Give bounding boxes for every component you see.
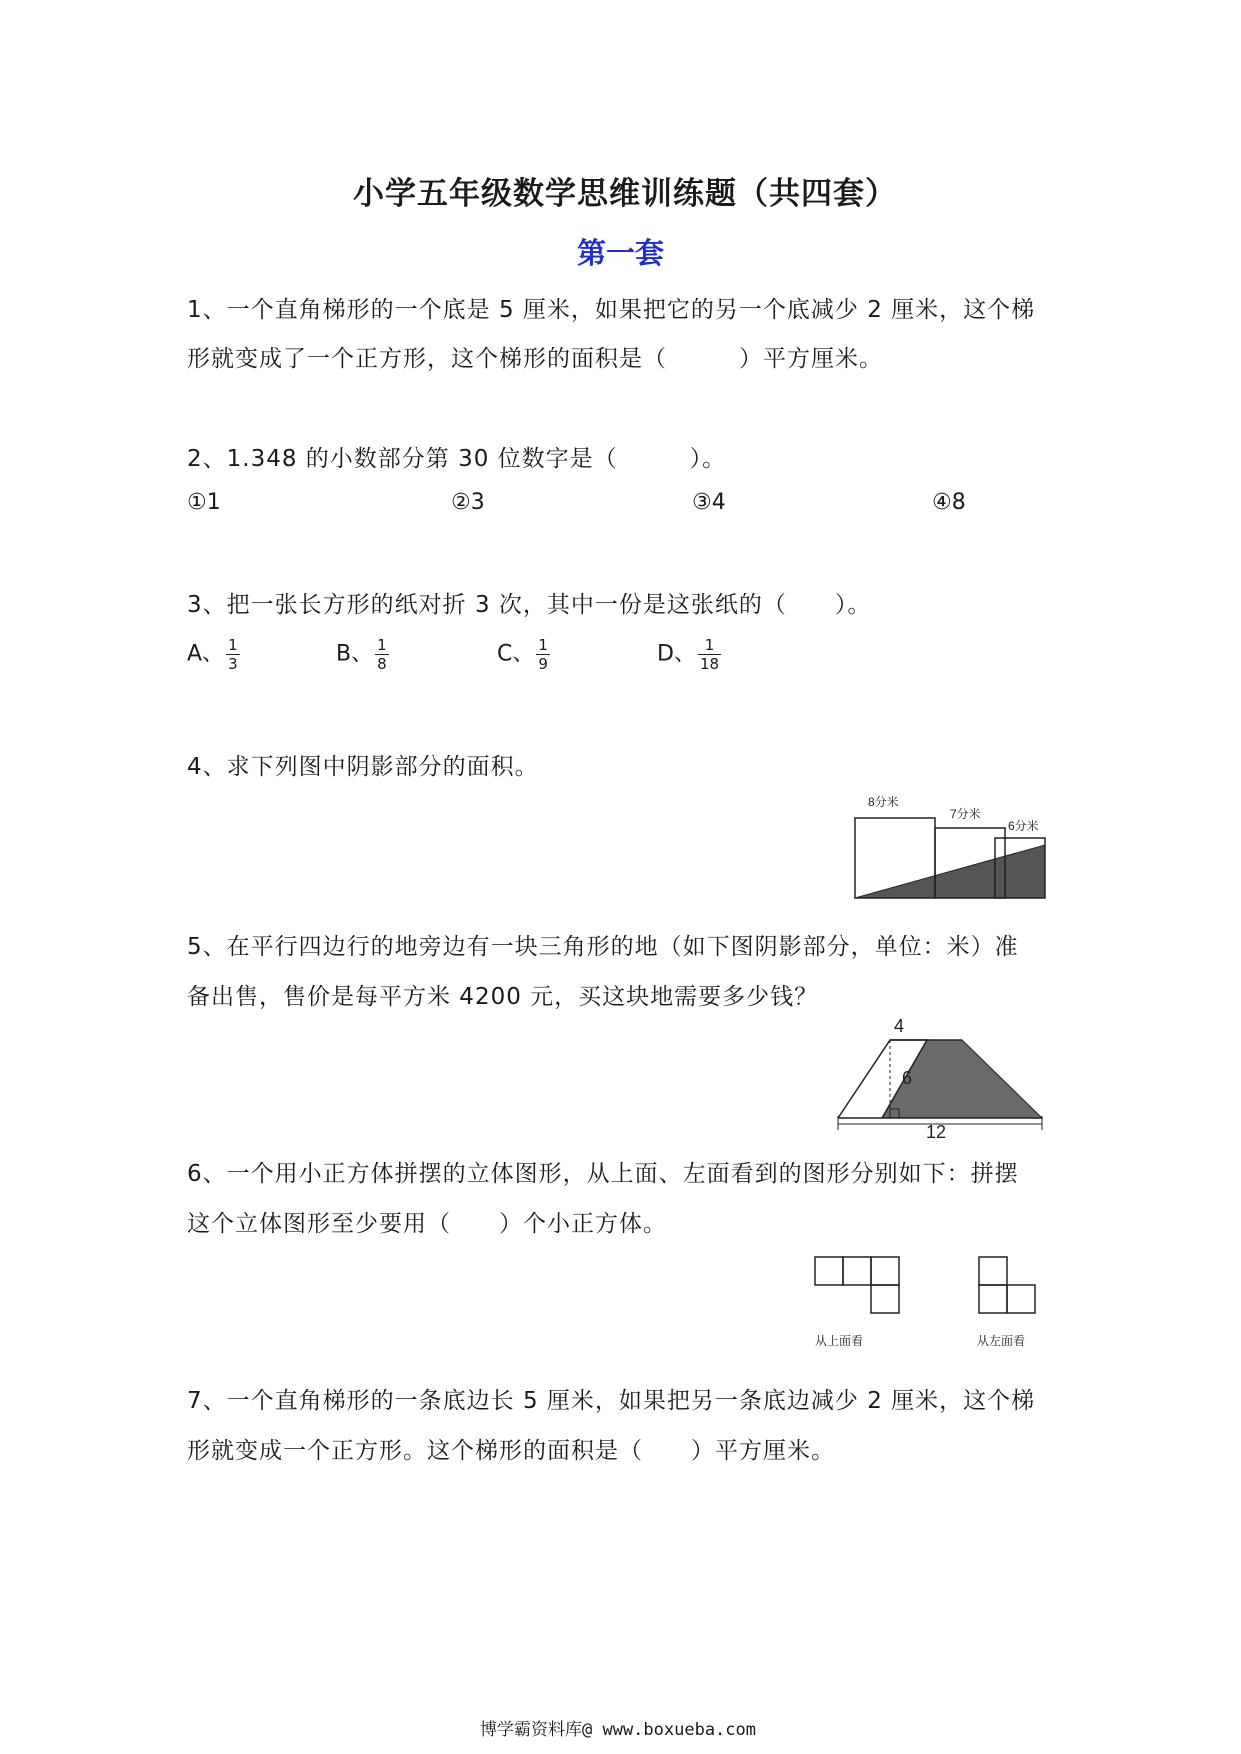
option-a-numerator: 1 (228, 636, 238, 654)
top-view-cell (843, 1257, 871, 1285)
label-height-6: 6 (902, 1068, 913, 1088)
option-a-prefix: A、 (187, 641, 225, 667)
top-view-cell (871, 1285, 899, 1313)
question-1-line-2: 形就变成了一个正方形，这个梯形的面积是（ ）平方厘米。 (187, 346, 883, 372)
question-3-option-d (657, 636, 721, 673)
option-c-numerator: 1 (538, 636, 548, 654)
question-2-option-2: ②3 (451, 490, 485, 515)
option-b-numerator: 1 (377, 636, 387, 654)
top-view-cell (815, 1257, 843, 1285)
question-6-left-view-figure (975, 1255, 1065, 1355)
footer-watermark: 博学霸资料库@ www.boxueba.com (480, 1720, 756, 1740)
question-3-option-a (187, 636, 240, 673)
question-2-option-4: ④8 (932, 490, 966, 515)
left-view-cell (1007, 1285, 1035, 1313)
question-4-figure (850, 790, 1050, 905)
label-7dm: 7分米 (950, 807, 981, 821)
label-8dm: 8分米 (868, 795, 899, 809)
option-b-fraction (375, 636, 389, 673)
label-base-12: 12 (926, 1122, 947, 1140)
question-3-line-1: 3、把一张长方形的纸对折 3 次，其中一份是这张纸的（ ）。 (187, 592, 872, 618)
question-2-option-3: ③4 (692, 490, 726, 515)
question-7-line-2: 形就变成一个正方形。这个梯形的面积是（ ）平方厘米。 (187, 1438, 835, 1464)
option-b-prefix: B、 (336, 641, 374, 667)
option-d-denominator: 18 (699, 655, 720, 673)
label-6dm: 6分米 (1008, 819, 1039, 833)
question-6-line-1: 6、一个用小正方体拼摆的立体图形，从上面、左面看到的图形分别如下：拼摆 (187, 1161, 1019, 1187)
question-2-line-1: 2、1.348 的小数部分第 30 位数字是（ ）。 (187, 446, 727, 472)
option-d-fraction (698, 636, 721, 673)
question-5-line-1: 5、在平行四边行的地旁边有一块三角形的地（如下图阴影部分，单位：米）准 (187, 934, 1019, 960)
option-a-fraction (226, 636, 240, 673)
question-6-line-2: 这个立体图形至少要用（ ）个小正方体。 (187, 1211, 667, 1237)
top-view-cell (871, 1257, 899, 1285)
label-top-4: 4 (894, 1016, 905, 1036)
left-view-cell (979, 1257, 1007, 1285)
page-title: 小学五年级数学思维训练题（共四套） (353, 176, 897, 212)
question-7-line-1: 7、一个直角梯形的一条底边长 5 厘米，如果把另一条底边减少 2 厘米，这个梯 (187, 1388, 1036, 1414)
option-b-denominator: 8 (377, 655, 387, 673)
question-1-line-1: 1、一个直角梯形的一个底是 5 厘米，如果把它的另一个底减少 2 厘米，这个梯 (187, 297, 1036, 323)
section-title: 第一套 (577, 236, 665, 270)
option-c-prefix: C、 (497, 641, 535, 667)
question-3-option-c (497, 636, 550, 673)
option-c-fraction (536, 636, 550, 673)
question-3-option-b (336, 636, 389, 673)
left-view-caption: 从左面看 (977, 1334, 1026, 1348)
left-view-cell (979, 1285, 1007, 1313)
question-6-top-view-figure (810, 1255, 920, 1355)
question-5-line-2: 备出售，售价是每平方米 4200 元，买这块地需要多少钱？ (187, 984, 819, 1010)
top-view-caption: 从上面看 (815, 1334, 864, 1348)
option-a-denominator: 3 (228, 655, 238, 673)
option-d-prefix: D、 (657, 641, 696, 667)
option-c-denominator: 9 (538, 655, 548, 673)
question-2-option-1: ①1 (187, 490, 221, 515)
shaded-region (855, 845, 1045, 898)
question-5-figure (830, 1010, 1050, 1140)
option-d-numerator: 1 (698, 636, 721, 655)
question-4-line-1: 4、求下列图中阴影部分的面积。 (187, 754, 539, 780)
